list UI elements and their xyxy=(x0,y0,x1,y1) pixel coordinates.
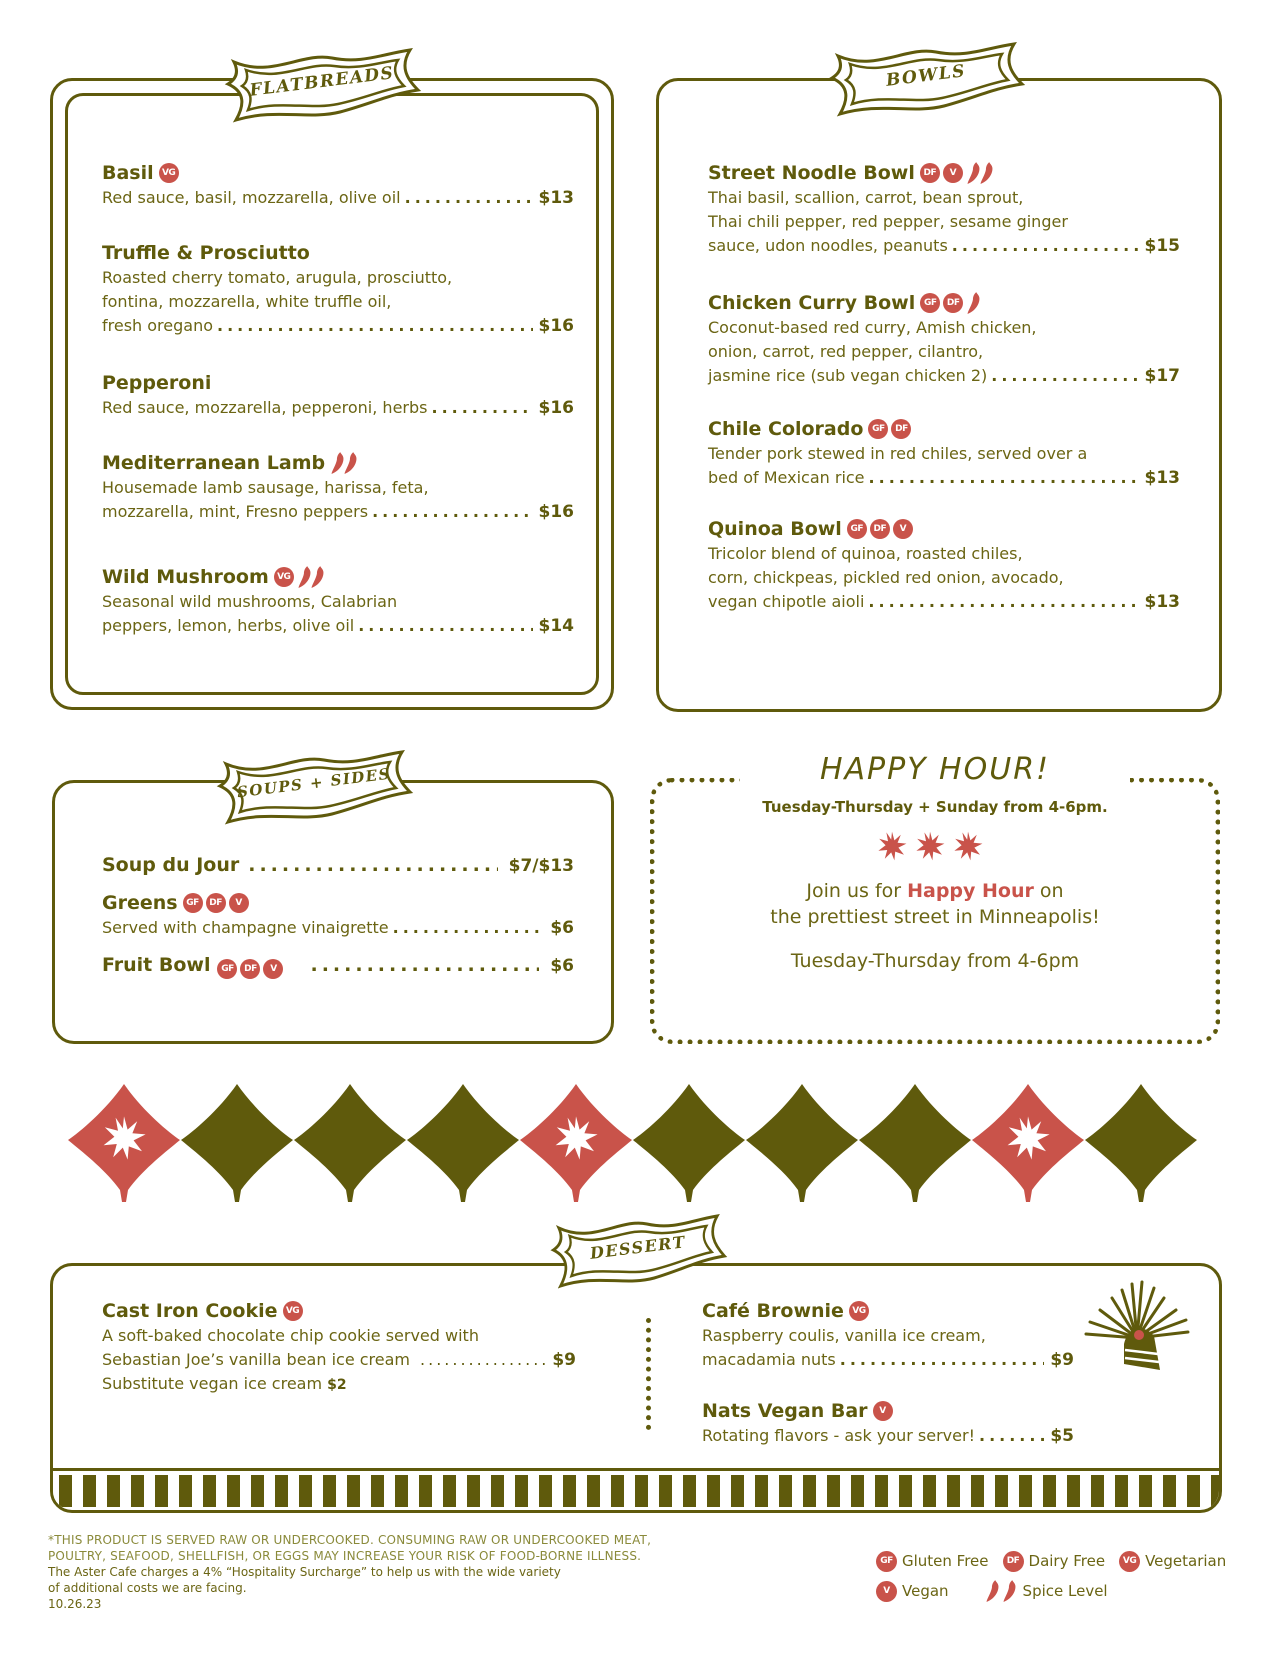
item-description: onion, carrot, red pepper, cilantro, xyxy=(708,342,984,361)
item-description: bed of Mexican rice xyxy=(708,468,865,487)
bowls-banner xyxy=(826,42,1026,120)
item-name: Nats Vegan Bar xyxy=(702,1400,868,1422)
olive-diamond-icon xyxy=(633,1084,745,1202)
leader-dots xyxy=(991,364,1138,388)
item-name: Chile Colorado xyxy=(708,418,864,440)
item-price: $14 xyxy=(538,616,574,636)
footer-fine-print xyxy=(48,1532,651,1612)
dietary-badges xyxy=(183,893,249,913)
dairy-free-badge-icon: DF xyxy=(206,893,226,913)
item-price: $9 xyxy=(552,1350,576,1370)
legend-label: Gluten Free xyxy=(902,1552,989,1570)
item-name: Street Noodle Bowl xyxy=(708,162,915,184)
item-description: Thai basil, scallion, carrot, bean sprout, xyxy=(708,188,1024,207)
gluten-free-badge-icon: GF xyxy=(876,1551,897,1572)
happy-hour-times: Tuesday-Thursday from 4-6pm xyxy=(790,950,1080,972)
vegetarian-badge-icon: VG xyxy=(274,567,294,587)
item-name: Mediterranean Lamb xyxy=(102,452,326,474)
item-description: A soft-baked chocolate chip cookie served with xyxy=(102,1326,479,1345)
item-description: Sebastian Joe’s vanilla bean ice cream xyxy=(102,1350,411,1369)
item-description: Raspberry coulis, vanilla ice cream, xyxy=(702,1326,986,1345)
leader-dots xyxy=(358,614,532,638)
item-price: $16 xyxy=(538,316,574,336)
leader-dots xyxy=(420,1348,546,1372)
item-description: mozzarella, mint, Fresno peppers xyxy=(102,502,369,521)
dietary-badges xyxy=(849,1301,869,1321)
vegetarian-badge-icon: VG xyxy=(1119,1551,1140,1572)
leader-dots xyxy=(869,466,1139,490)
dietary-badges xyxy=(217,959,283,979)
invite-accent: Happy Hour xyxy=(907,880,1034,902)
dairy-free-badge-icon: DF xyxy=(870,519,890,539)
item-name: Wild Mushroom xyxy=(102,566,269,588)
item-description: Tender pork stewed in red chiles, served over a xyxy=(708,444,1088,463)
item-description: Red sauce, basil, mozzarella, olive oil xyxy=(102,188,401,207)
item-price: $17 xyxy=(1144,366,1180,386)
vegan-badge-icon: V xyxy=(876,1581,897,1602)
chili-pepper-icon xyxy=(966,291,982,315)
item-description: Rotating flavors - ask your server! xyxy=(702,1426,975,1445)
dietary-badges xyxy=(920,161,995,185)
happy-hour-subtitle: Tuesday-Thursday + Sunday from 4-6pm. xyxy=(762,798,1108,816)
menu-item-soup-du-jour xyxy=(102,854,574,880)
dietary-badges xyxy=(920,291,982,315)
olive-diamond-icon xyxy=(407,1084,519,1202)
vegetarian-badge-icon: VG xyxy=(849,1301,869,1321)
leader-dots xyxy=(248,854,497,876)
leader-dots xyxy=(372,500,532,524)
dessert-banner xyxy=(548,1214,728,1292)
item-description: Coconut-based red curry, Amish chicken, xyxy=(708,318,1037,337)
item-price: $13 xyxy=(1144,468,1180,488)
legend-vegetarian xyxy=(1119,1551,1226,1572)
menu-item xyxy=(102,240,574,338)
menu-item-nats-vegan-bar xyxy=(702,1398,1074,1448)
item-description: sauce, udon noodles, peanuts xyxy=(708,236,948,255)
substitute-price: $2 xyxy=(327,1377,347,1393)
surcharge-note-line2: of additional costs we are facing. xyxy=(48,1581,247,1595)
olive-diamond-icon xyxy=(294,1084,406,1202)
gluten-free-badge-icon: GF xyxy=(217,959,237,979)
item-price: $15 xyxy=(1144,236,1180,256)
legend-label: Spice Level xyxy=(1022,1582,1108,1600)
dairy-free-badge-icon: DF xyxy=(891,419,911,439)
item-description: fontina, mozzarella, white truffle oil, xyxy=(102,292,392,311)
starburst-icon xyxy=(876,830,908,862)
vegetarian-badge-icon: VG xyxy=(283,1301,303,1321)
item-name: Soup du Jour xyxy=(102,854,240,876)
leader-dots xyxy=(393,916,545,940)
legend-dairy-free xyxy=(1003,1551,1106,1572)
dairy-free-badge-icon: DF xyxy=(240,959,260,979)
vegan-badge-icon: V xyxy=(943,163,963,183)
olive-diamond-icon xyxy=(859,1084,971,1202)
item-price: $7/$13 xyxy=(508,856,574,876)
legend-spice-level xyxy=(985,1579,1108,1603)
menu-item xyxy=(102,564,574,638)
dairy-free-badge-icon: DF xyxy=(920,163,940,183)
legend-gluten-free xyxy=(876,1551,989,1572)
item-description: macadamia nuts xyxy=(702,1350,836,1369)
chili-pepper-icon xyxy=(1002,1579,1018,1603)
dairy-free-badge-icon: DF xyxy=(943,293,963,313)
gluten-free-badge-icon: GF xyxy=(868,419,888,439)
item-name: Cast Iron Cookie xyxy=(102,1300,278,1322)
leader-dots xyxy=(979,1424,1044,1448)
item-description: Seasonal wild mushrooms, Calabrian xyxy=(102,592,398,611)
item-description: Tricolor blend of quinoa, roasted chiles, xyxy=(708,544,1023,563)
dietary-badges xyxy=(159,163,179,183)
dessert-divider xyxy=(646,1318,652,1430)
item-price: $13 xyxy=(1144,592,1180,612)
cake-sunburst-illustration xyxy=(1082,1280,1192,1376)
item-description: Thai chili pepper, red pepper, sesame ginger xyxy=(708,212,1068,231)
gluten-free-badge-icon: GF xyxy=(847,519,867,539)
item-price: $6 xyxy=(550,918,574,938)
leader-dots xyxy=(217,314,532,338)
striped-border xyxy=(53,1468,1219,1510)
item-name: Truffle & Prosciutto xyxy=(102,242,310,264)
vegan-badge-icon: V xyxy=(893,519,913,539)
menu-item xyxy=(708,516,1180,614)
happy-hour-starbursts xyxy=(876,830,996,862)
dairy-free-badge-icon: DF xyxy=(1003,1551,1024,1572)
item-name: Quinoa Bowl xyxy=(708,518,842,540)
menu-item-cafe-brownie xyxy=(702,1298,1074,1372)
dietary-badges xyxy=(274,565,326,589)
item-description: peppers, lemon, herbs, olive oil xyxy=(102,616,355,635)
invite-text-end: on xyxy=(1033,880,1064,902)
menu-item xyxy=(102,370,574,420)
item-price: $16 xyxy=(538,502,574,522)
item-price: $13 xyxy=(538,188,574,208)
chili-pepper-icon xyxy=(310,565,326,589)
menu-item-fruit-bowl xyxy=(102,954,574,980)
vegan-badge-icon: V xyxy=(873,1401,893,1421)
item-price: $9 xyxy=(1050,1350,1074,1370)
dietary-badges xyxy=(330,451,359,475)
happy-hour-title: HAPPY HOUR! xyxy=(819,752,1051,787)
menu-date: 10.26.23 xyxy=(48,1597,102,1611)
item-description: Red sauce, mozzarella, pepperoni, herbs xyxy=(102,398,428,417)
item-price: $5 xyxy=(1050,1426,1074,1446)
legend-label: Vegan xyxy=(902,1582,949,1600)
item-description: vegan chipotle aioli xyxy=(708,592,865,611)
item-name: Café Brownie xyxy=(702,1300,844,1322)
happy-hour-invite xyxy=(650,880,1220,902)
gluten-free-badge-icon: GF xyxy=(183,893,203,913)
menu-item-greens xyxy=(102,890,574,940)
item-name: Fruit Bowl xyxy=(102,954,211,976)
dietary-badges xyxy=(847,519,913,539)
dietary-badges xyxy=(283,1301,303,1321)
item-name: Pepperoni xyxy=(102,372,212,394)
menu-item xyxy=(708,160,1180,258)
item-price: $6 xyxy=(550,956,574,976)
item-price: $16 xyxy=(538,398,574,418)
raw-food-warning-line2: POULTRY, SEAFOOD, SHELLFISH, OR EGGS MAY INCREASE YOUR RISK OF FOOD-BORNE ILLNESS. xyxy=(48,1549,642,1563)
leader-dots xyxy=(431,396,532,420)
substitute-note: Substitute vegan ice cream xyxy=(102,1374,328,1393)
item-description: fresh oregano xyxy=(102,316,214,335)
dessert-title: DESSERT xyxy=(588,1232,688,1263)
item-description: corn, chickpeas, pickled red onion, avocado, xyxy=(708,568,1064,587)
olive-diamond-icon xyxy=(181,1084,293,1202)
starburst-icon xyxy=(952,830,984,862)
dietary-badges xyxy=(868,419,911,439)
flatbreads-title: FLATBREADS xyxy=(248,63,396,101)
item-name: Basil xyxy=(102,162,154,184)
soups-title: SOUPS + SIDES xyxy=(236,764,392,802)
chili-pepper-icon xyxy=(343,451,359,475)
chili-pepper-icon xyxy=(985,1579,1001,1603)
legend-label: Vegetarian xyxy=(1145,1552,1227,1570)
chili-pepper-icon xyxy=(979,161,995,185)
menu-item xyxy=(102,450,574,524)
menu-item xyxy=(708,416,1180,490)
starburst-icon xyxy=(914,830,946,862)
vegetarian-badge-icon: VG xyxy=(159,163,179,183)
diamond-border-decoration xyxy=(68,1080,1208,1202)
vegan-badge-icon: V xyxy=(263,959,283,979)
item-name: Chicken Curry Bowl xyxy=(708,292,916,314)
dietary-legend xyxy=(876,1546,1236,1606)
item-description: Housemade lamb sausage, harissa, feta, xyxy=(102,478,429,497)
happy-hour-location: the prettiest street in Minneapolis! xyxy=(770,906,1100,928)
item-description: jasmine rice (sub vegan chicken 2) xyxy=(708,366,988,385)
legend-vegan xyxy=(876,1581,949,1602)
leader-dots xyxy=(405,186,533,210)
menu-item xyxy=(102,160,574,210)
surcharge-note-line1: The Aster Cafe charges a 4% “Hospitality Surcharge” to help us with the wide variety xyxy=(48,1565,561,1579)
invite-text: Join us for xyxy=(806,880,908,902)
menu-item xyxy=(708,290,1180,388)
leader-dots xyxy=(310,954,539,976)
vegan-badge-icon: V xyxy=(229,893,249,913)
flatbreads-banner xyxy=(222,48,422,126)
leader-dots xyxy=(868,590,1138,614)
item-name: Greens xyxy=(102,892,178,914)
leader-dots xyxy=(840,1348,1045,1372)
leader-dots xyxy=(952,234,1139,258)
soups-banner xyxy=(214,750,414,828)
bowls-title: BOWLS xyxy=(884,61,968,91)
menu-item-cast-iron-cookie xyxy=(102,1298,576,1397)
dietary-badges xyxy=(873,1401,893,1421)
olive-diamond-icon xyxy=(1085,1084,1197,1202)
legend-label: Dairy Free xyxy=(1028,1552,1106,1570)
item-description: Served with champagne vinaigrette xyxy=(102,918,389,937)
raw-food-warning-line1: *THIS PRODUCT IS SERVED RAW OR UNDERCOOKED. CONSUMING RAW OR UNDERCOOKED MEAT, xyxy=(48,1533,652,1547)
olive-diamond-icon xyxy=(746,1084,858,1202)
gluten-free-badge-icon: GF xyxy=(920,293,940,313)
item-description: Roasted cherry tomato, arugula, prosciutto, xyxy=(102,268,453,287)
